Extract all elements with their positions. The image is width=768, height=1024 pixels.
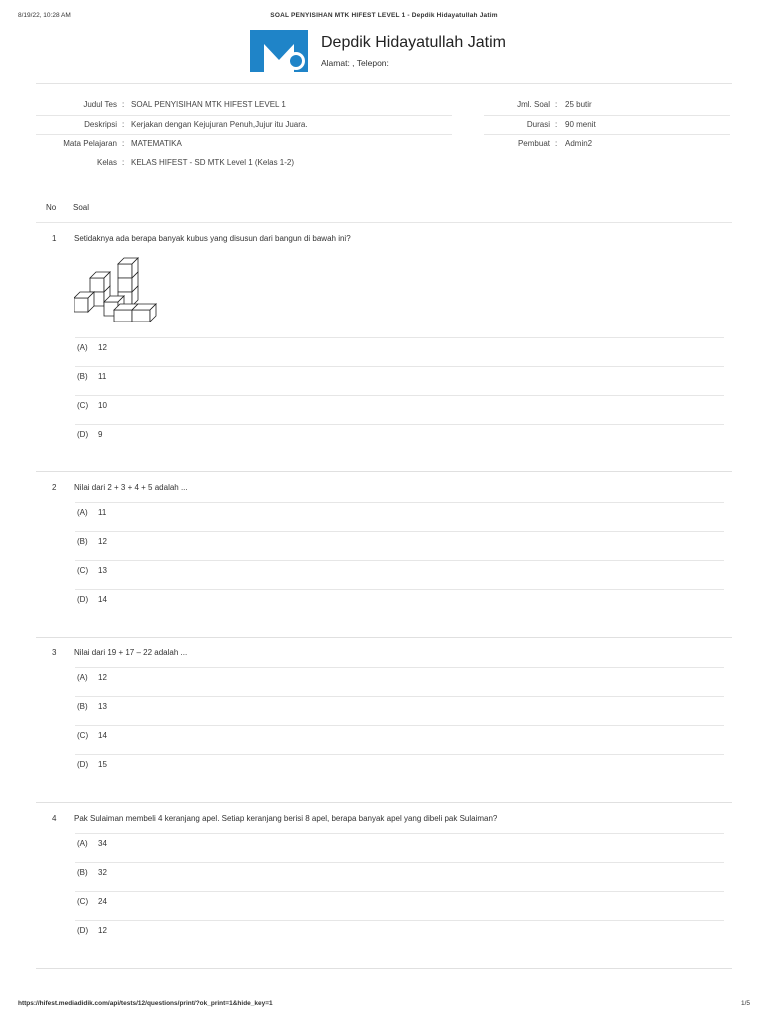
question-text: Pak Sulaiman membeli 4 keranjang apel. Setiap keranjang berisi 8 apel, berapa banyak apel yang dibeli pak Sulaiman? — [74, 814, 498, 823]
option-value: 12 — [98, 343, 107, 352]
column-header-no: No — [46, 203, 57, 212]
option-value: 14 — [98, 595, 107, 604]
option-key: (B) — [77, 868, 88, 877]
option-key: (A) — [77, 343, 88, 352]
answer-option — [75, 366, 724, 396]
option-key: (B) — [77, 372, 88, 381]
page-number: 1/5 — [740, 1000, 750, 1007]
test-info-left — [36, 96, 452, 172]
test-info-right — [484, 96, 730, 154]
answer-option — [75, 531, 724, 561]
question-text: Nilai dari 19 + 17 – 22 adalah ... — [74, 648, 188, 657]
option-value: 10 — [98, 401, 107, 410]
question-divider — [36, 471, 732, 472]
option-key: (C) — [77, 897, 89, 906]
answer-option — [75, 667, 724, 697]
option-key: (A) — [77, 839, 88, 848]
school-logo-icon — [250, 30, 308, 72]
answer-option — [75, 920, 724, 950]
print-title: SOAL PENYISIHAN MTK HIFEST LEVEL 1 - Depdik Hidayatullah Jatim — [270, 12, 498, 19]
option-value: 34 — [98, 839, 107, 848]
info-label: Kelas — [96, 157, 117, 167]
info-label: Jml. Soal — [517, 100, 550, 109]
option-value: 12 — [98, 926, 107, 935]
question-number: 3 — [52, 648, 57, 657]
print-footer — [18, 1000, 750, 1012]
info-row-class — [36, 154, 452, 173]
info-row-author — [484, 135, 730, 154]
option-key: (A) — [77, 508, 88, 517]
info-row-question-count — [484, 96, 730, 116]
answer-option — [75, 754, 724, 784]
option-key: (B) — [77, 702, 88, 711]
option-value: 11 — [98, 508, 107, 517]
option-value: 32 — [98, 868, 107, 877]
answer-option — [75, 502, 724, 532]
school-name: Depdik Hidayatullah Jatim — [321, 34, 506, 51]
option-value: 12 — [98, 537, 107, 546]
answer-option — [75, 395, 724, 425]
info-value: Admin2 — [565, 139, 593, 148]
option-key: (D) — [77, 595, 89, 604]
option-key: (B) — [77, 537, 88, 546]
answer-option — [75, 725, 724, 755]
question-number: 2 — [52, 483, 57, 492]
print-date: 8/19/22, 10:28 AM — [18, 12, 71, 19]
info-sep: : — [555, 100, 558, 109]
option-value: 15 — [98, 760, 107, 769]
school-address: Alamat: , Telepon: — [321, 58, 389, 68]
info-row-subject — [36, 135, 452, 154]
print-header — [18, 12, 750, 24]
info-value: Kerjakan dengan Kejujuran Penuh,Jujur itu Juara. — [131, 119, 308, 129]
info-sep: : — [555, 119, 558, 129]
info-label: Pembuat — [517, 139, 550, 148]
option-value: 13 — [98, 566, 107, 575]
info-value: KELAS HIFEST - SD MTK Level 1 (Kelas 1-2) — [131, 157, 295, 167]
info-sep: : — [122, 119, 125, 129]
answer-option — [75, 696, 724, 726]
info-sep: : — [122, 157, 125, 167]
column-header-question: Soal — [73, 203, 90, 212]
option-value: 12 — [98, 673, 107, 682]
question-text: Setidaknya ada berapa banyak kubus yang disusun dari bangun di bawah ini? — [74, 234, 351, 243]
info-value: 90 menit — [565, 119, 596, 129]
question-text: Nilai dari 2 + 3 + 4 + 5 adalah ... — [74, 483, 188, 492]
answer-option — [75, 424, 724, 454]
info-label: Mata Pelajaran — [63, 139, 117, 148]
info-value: SOAL PENYISIHAN MTK HIFEST LEVEL 1 — [131, 100, 286, 109]
info-label: Judul Tes — [83, 100, 117, 109]
info-row-description — [36, 116, 452, 136]
header-divider — [36, 83, 732, 84]
info-row-title — [36, 96, 452, 116]
answer-option — [75, 862, 724, 892]
answer-option — [75, 589, 724, 619]
info-value: 25 butir — [565, 100, 592, 109]
option-value: 11 — [98, 372, 107, 381]
answer-option — [75, 833, 724, 863]
info-sep: : — [122, 139, 125, 148]
question-divider — [36, 637, 732, 638]
info-row-duration — [484, 116, 730, 136]
question-divider — [36, 968, 732, 969]
print-url: https://hifest.mediadidik.com/api/tests/12/questions/print/?ok_print=1&hide_key=1 — [18, 1000, 273, 1007]
option-key: (D) — [77, 926, 89, 935]
question-divider — [36, 802, 732, 803]
option-key: (C) — [77, 566, 89, 575]
option-value: 24 — [98, 897, 107, 906]
info-sep: : — [555, 139, 558, 148]
question-number: 1 — [52, 234, 57, 243]
option-value: 13 — [98, 702, 107, 711]
answer-option — [75, 337, 724, 367]
option-key: (A) — [77, 673, 88, 682]
info-value: MATEMATIKA — [131, 139, 182, 148]
option-key: (D) — [77, 430, 89, 439]
option-key: (D) — [77, 760, 89, 769]
info-label: Deskripsi — [84, 119, 117, 129]
question-number: 4 — [52, 814, 57, 823]
option-value: 9 — [98, 430, 103, 439]
question-table-header — [36, 200, 732, 223]
cube-stack-figure — [74, 250, 170, 322]
option-key: (C) — [77, 401, 89, 410]
option-value: 14 — [98, 731, 107, 740]
info-label: Durasi — [526, 119, 550, 129]
option-key: (C) — [77, 731, 89, 740]
answer-option — [75, 891, 724, 921]
info-sep: : — [122, 100, 125, 109]
answer-option — [75, 560, 724, 590]
